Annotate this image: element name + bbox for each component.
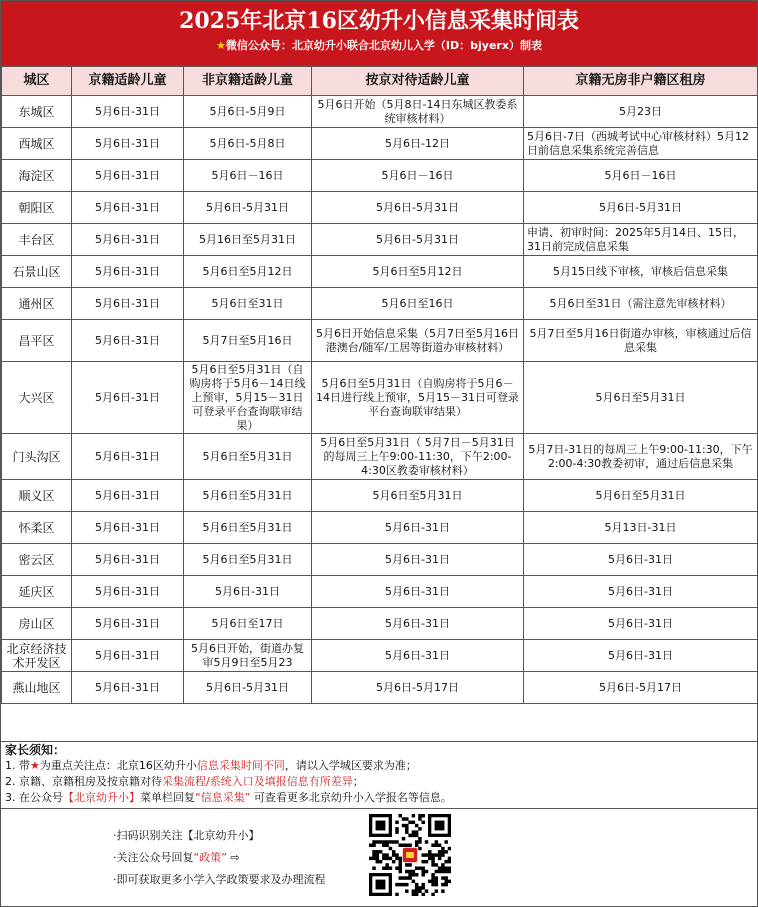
table-row [2,192,758,224]
treated-as-beijing-cell: 5月6日-31日 [312,512,524,544]
treated-as-beijing-cell: 5月6日－16日 [312,160,524,192]
non-beijing-cell: 5月6日至5月31日（自购房将于5月6－14日线上预审，5月15－31日可登录平台查询联审结果） [184,362,312,434]
beijing-cell: 5月6日-31日 [72,256,184,288]
table-row [2,256,758,288]
non-beijing-cell: 5月6日至5月31日 [184,512,312,544]
renting-cell: 5月6日-31日 [524,608,758,640]
beijing-cell: 5月6日-31日 [72,96,184,128]
header-district: 城区 [2,67,72,96]
table-row [2,320,758,362]
note-3-text: 3. 在公众号 [5,791,63,804]
note-3 [5,790,757,806]
qr-code-icon[interactable] [369,814,451,896]
note-2-highlight: 采集流程/系统入口及填报信息有所差异 [162,775,353,788]
non-beijing-cell: 5月6日至31日 [184,288,312,320]
table-row [2,434,758,480]
renting-cell: 5月6日-7日（西城考试中心审核材料）5月12日前信息采集系统完善信息 [524,128,758,160]
district-cell: 昌平区 [2,320,72,362]
treated-as-beijing-cell: 5月6日-5月31日 [312,192,524,224]
note-3-account: 【北京幼升小】 [63,791,140,804]
treated-as-beijing-cell: 5月6日开始信息采集（5月7日至5月16日港澳台/随军/工居等街道办审核材料） [312,320,524,362]
beijing-cell: 5月6日-31日 [72,160,184,192]
table-row [2,362,758,434]
renting-cell: 5月15日线下审核，审核后信息采集 [524,256,758,288]
table-row [2,96,758,128]
non-beijing-cell: 5月7日至5月16日 [184,320,312,362]
renting-cell: 5月6日-5月31日 [524,192,758,224]
beijing-cell: 5月6日-31日 [72,544,184,576]
note-2-text: 2. 京籍、京籍租房及按京籍对待 [5,775,162,788]
header-renting: 京籍无房非户籍区租房 [524,67,758,96]
treated-as-beijing-cell: 5月6日-5月17日 [312,672,524,704]
district-cell: 燕山地区 [2,672,72,704]
footer-line-3: ·即可获取更多小学入学政策要求及办理流程 [113,873,326,886]
parent-notes [1,741,757,807]
beijing-cell: 5月6日-31日 [72,192,184,224]
table-header-row [2,67,758,96]
note-3-keyword: “信息采集” [195,791,251,804]
beijing-cell: 5月6日-31日 [72,288,184,320]
header-non-beijing: 非京籍适龄儿童 [184,67,312,96]
note-2 [5,774,757,790]
renting-cell: 5月7日至5月16日街道办审核，审核通过后信息采集 [524,320,758,362]
renting-cell: 5月6日-31日 [524,576,758,608]
district-cell: 怀柔区 [2,512,72,544]
non-beijing-cell: 5月6日至5月31日 [184,544,312,576]
star-icon: ★ [30,759,40,772]
renting-cell: 5月6日至5月31日 [524,480,758,512]
page-title: 2025年北京16区幼升小信息采集时间表 [179,8,579,34]
renting-cell: 5月7日-31日的每周三上午9:00-11:30，下午2:00-4:30教委初审，通过后信息采集 [524,434,758,480]
district-cell: 门头沟区 [2,434,72,480]
table-row [2,544,758,576]
arrow-icon: ⇨ [226,851,240,864]
treated-as-beijing-cell: 5月6日至5月31日（自购房将于5月6－14日进行线上预审，5月15－31日可登录平台查询联审结果） [312,362,524,434]
treated-as-beijing-cell: 5月6日-31日 [312,576,524,608]
non-beijing-cell: 5月6日-5月8日 [184,128,312,160]
note-1 [5,758,757,774]
non-beijing-cell: 5月6日开始，街道办复审5月9日至5月23 [184,640,312,672]
table-row [2,640,758,672]
page-subtitle [1,37,757,55]
beijing-cell: 5月6日-31日 [72,434,184,480]
header-treated-as-beijing: 按京对待适龄儿童 [312,67,524,96]
district-cell: 丰台区 [2,224,72,256]
renting-cell: 5月6日－16日 [524,160,758,192]
note-1-highlight: 信息采集时间不同 [196,759,285,772]
schedule-table [1,66,758,704]
non-beijing-cell: 5月6日至17日 [184,608,312,640]
non-beijing-cell: 5月6日至5月12日 [184,256,312,288]
table-row [2,512,758,544]
note-1-text-d: ，请以入学城区要求为准； [284,759,417,772]
beijing-cell: 5月6日-31日 [72,224,184,256]
treated-as-beijing-cell: 5月6日至5月12日 [312,256,524,288]
renting-cell: 5月6日-31日 [524,544,758,576]
non-beijing-cell: 5月6日至5月31日 [184,434,312,480]
table-row [2,288,758,320]
non-beijing-cell: 5月6日-5月31日 [184,192,312,224]
district-cell: 朝阳区 [2,192,72,224]
district-cell: 北京经济技术开发区 [2,640,72,672]
footer-line-1: ·扫码识别关注【北京幼升小】 [113,829,260,842]
treated-as-beijing-cell: 5月6日-12日 [312,128,524,160]
district-cell: 房山区 [2,608,72,640]
beijing-cell: 5月6日-31日 [72,640,184,672]
beijing-cell: 5月6日-31日 [72,576,184,608]
beijing-cell: 5月6日-31日 [72,608,184,640]
district-cell: 顺义区 [2,480,72,512]
district-cell: 东城区 [2,96,72,128]
beijing-cell: 5月6日-31日 [72,512,184,544]
notes-heading: 家长须知： [5,743,66,757]
table-row [2,128,758,160]
footer-lines [113,825,326,891]
footer [1,808,757,907]
note-1-text: 1. 带 [5,759,30,772]
district-cell: 密云区 [2,544,72,576]
treated-as-beijing-cell: 5月6日至5月31日（ 5月7日－5月31日的每周三上午9:00-11:30，下午2:00-4:30区教委审核材料） [312,434,524,480]
district-cell: 西城区 [2,128,72,160]
treated-as-beijing-cell: 5月6日至5月31日 [312,480,524,512]
beijing-cell: 5月6日-31日 [72,128,184,160]
renting-cell: 申请、初审时间：2025年5月14日、15日，31日前完成信息采集 [524,224,758,256]
title-banner [1,1,757,66]
non-beijing-cell: 5月6日-5月31日 [184,672,312,704]
table-row [2,608,758,640]
note-3-text-c: 菜单栏回复 [140,791,195,804]
non-beijing-cell: 5月6日－16日 [184,160,312,192]
non-beijing-cell: 5月6日至5月31日 [184,480,312,512]
table-row [2,576,758,608]
table-body [2,96,758,704]
treated-as-beijing-cell: 5月6日开始（5月8日-14日东城区教委系统审核材料） [312,96,524,128]
beijing-cell: 5月6日-31日 [72,672,184,704]
renting-cell: 5月6日-31日 [524,640,758,672]
treated-as-beijing-cell: 5月6日至16日 [312,288,524,320]
treated-as-beijing-cell: 5月6日-31日 [312,640,524,672]
table-row [2,480,758,512]
table-row [2,672,758,704]
subtitle-text: 微信公众号：北京幼升小联合北京幼儿入学（ID：bjyerx）制表 [225,39,542,52]
treated-as-beijing-cell: 5月6日-31日 [312,608,524,640]
beijing-cell: 5月6日-31日 [72,480,184,512]
beijing-cell: 5月6日-31日 [72,320,184,362]
note-1-text-b: 为重点关注点：北京16区幼升小 [39,759,197,772]
district-cell: 海淀区 [2,160,72,192]
non-beijing-cell: 5月6日-5月9日 [184,96,312,128]
table-row [2,160,758,192]
treated-as-beijing-cell: 5月6日-31日 [312,544,524,576]
note-3-text-e: 可查看更多北京幼升小入学报名等信息。 [250,791,452,804]
district-cell: 石景山区 [2,256,72,288]
table-row [2,224,758,256]
district-cell: 延庆区 [2,576,72,608]
renting-cell: 5月6日至31日（需注意先审核材料） [524,288,758,320]
star-icon: ★ [216,39,226,52]
beijing-cell: 5月6日-31日 [72,362,184,434]
renting-cell: 5月6日至5月31日 [524,362,758,434]
treated-as-beijing-cell: 5月6日-5月31日 [312,224,524,256]
renting-cell: 5月23日 [524,96,758,128]
district-cell: 通州区 [2,288,72,320]
district-cell: 大兴区 [2,362,72,434]
header-beijing: 京籍适龄儿童 [72,67,184,96]
footer-line-2-text: ·关注公众号回复 [113,851,194,864]
non-beijing-cell: 5月6日-31日 [184,576,312,608]
footer-line-2 [113,847,326,869]
note-2-text-c: ； [352,775,364,788]
renting-cell: 5月13日-31日 [524,512,758,544]
footer-keyword: “政策” [193,851,227,864]
renting-cell: 5月6日-5月17日 [524,672,758,704]
non-beijing-cell: 5月16日至5月31日 [184,224,312,256]
